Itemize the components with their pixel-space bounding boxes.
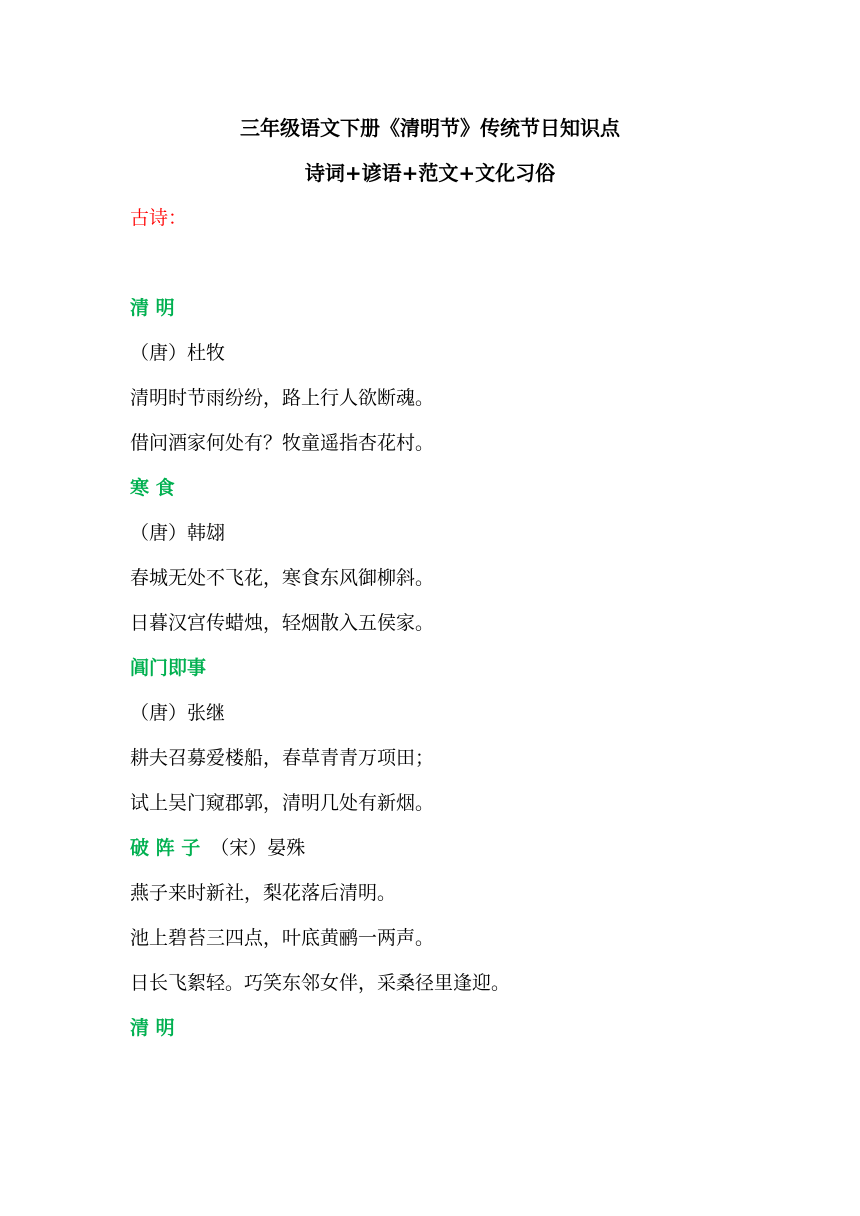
poem-line: 春城无处不飞花，寒食东风御柳斜。: [130, 567, 435, 589]
poem-line: 耕夫召募爱楼船，春草青青万项田；: [130, 747, 435, 769]
poem-heading-pozhenzi: [130, 835, 305, 861]
poem-title-changmen: 阊门即事: [130, 657, 207, 679]
section-label-ancient-poems: 古诗：: [130, 207, 188, 229]
poem-author: （宋）晏殊: [210, 837, 306, 859]
poem-author: （唐）杜牧: [130, 342, 226, 364]
poem-line: 试上吴门窥郡郭，清明几处有新烟。: [130, 792, 435, 814]
poem-line: 池上碧苔三四点，叶底黄鹂一两声。: [130, 927, 435, 949]
poem-author: （唐）韩翃: [130, 522, 226, 544]
document-title: 三年级语文下册《清明节》传统节日知识点: [240, 116, 620, 140]
document-subtitle: 诗词+谚语+范文+文化习俗: [304, 161, 556, 185]
poem-title-hanshi: 寒 食: [130, 477, 175, 499]
poem-title-pozhenzi: 破 阵 子: [130, 837, 201, 859]
poem-line: 日长飞絮轻。巧笑东邻女伴，采桑径里逢迎。: [130, 972, 511, 994]
poem-line: 日暮汉宫传蜡烛，轻烟散入五侯家。: [130, 612, 435, 634]
poem-line: 清明时节雨纷纷，路上行人欲断魂。: [130, 387, 435, 409]
poem-line: 燕子来时新社，梨花落后清明。: [130, 882, 397, 904]
poem-title-qingming-2: 清 明: [130, 1017, 175, 1039]
poem-title-qingming: 清 明: [130, 297, 175, 319]
poem-line: 借问酒家何处有？牧童遥指杏花村。: [130, 432, 435, 454]
poem-author: （唐）张继: [130, 702, 226, 724]
